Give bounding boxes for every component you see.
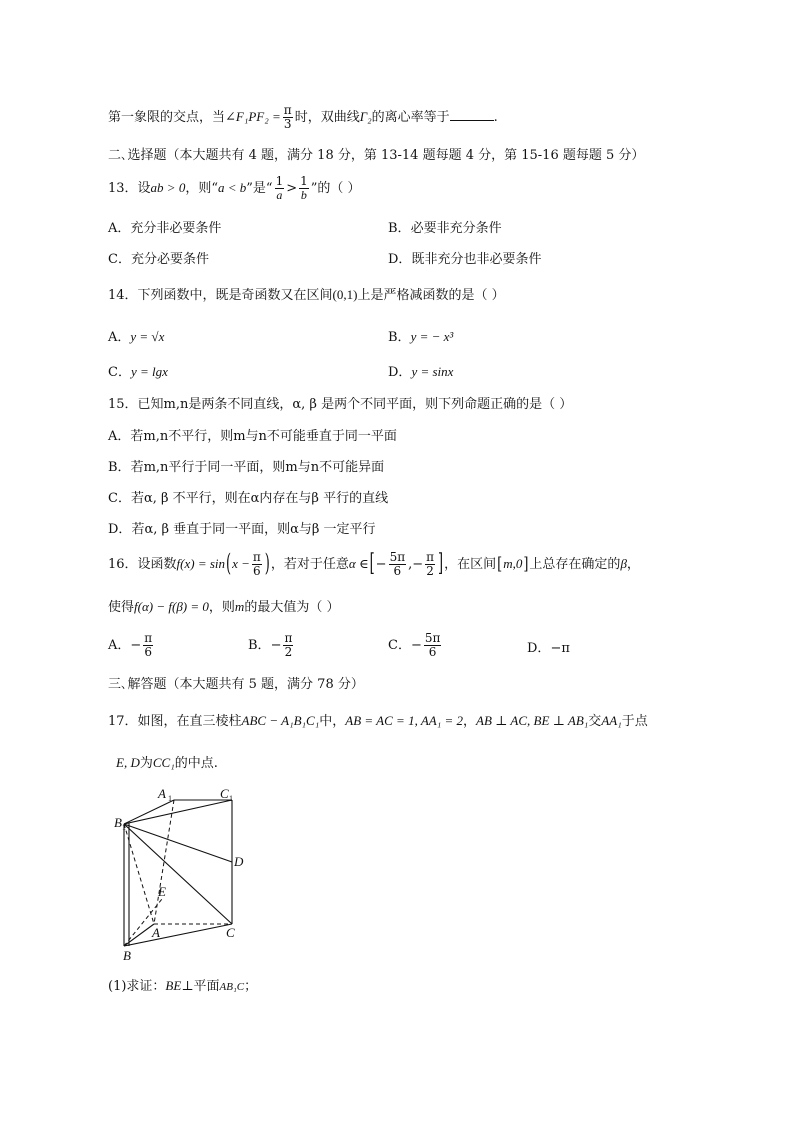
pi-over-6	[252, 551, 262, 578]
option-label: C．	[108, 365, 131, 380]
q17-cond2: AB ⊥ AC, BE ⊥ AB₁	[476, 713, 589, 728]
q17-stem-line1	[108, 710, 648, 729]
q17-part1-text: (1)求证：	[108, 979, 166, 994]
edge-b1a1	[124, 800, 174, 824]
frac-den: 3	[283, 117, 292, 131]
frac-num: π	[144, 631, 153, 645]
option-label: D．	[108, 522, 132, 537]
beta-symbol: β	[620, 556, 627, 571]
option-frac	[143, 632, 153, 659]
q14-option-b[interactable]	[388, 326, 453, 345]
left-bracket: [	[369, 550, 375, 579]
frac-den: 2	[284, 645, 293, 659]
m-var: m	[234, 599, 245, 614]
neg-sign: −	[130, 638, 142, 653]
q14-option-d[interactable]	[388, 361, 453, 380]
q13-text: ”的（ ）	[310, 181, 361, 196]
section-2-title: 二､选择题（本大题共有 4 题，满分 18 分，第 13-14 题每题 4 分，第 15-16 题每题 5 分）	[108, 148, 645, 163]
q17-prism: ABC − A₁B₁C₁	[241, 713, 320, 728]
left-paren: (	[226, 550, 232, 579]
q17-be: BE	[165, 978, 182, 993]
q17-stem-line2	[116, 752, 218, 771]
option-label: A．	[108, 429, 131, 444]
prism-figure	[108, 780, 258, 970]
label-d: D	[234, 854, 244, 869]
right-bracket: ]	[438, 550, 444, 579]
q17-plane: AB₁C	[219, 981, 245, 993]
label-a1: A	[158, 786, 166, 801]
one-over-b	[299, 175, 309, 202]
q17-text: 中，	[319, 714, 346, 729]
q13-stem	[108, 175, 361, 202]
right-bracket: ]	[523, 554, 529, 575]
frac-den: 6	[253, 564, 261, 578]
q14-interval: (0,1)	[332, 287, 358, 302]
neg-sign: −	[270, 638, 282, 653]
q14-text: 14．下列函数中，既是奇函数又在区间	[108, 288, 333, 303]
q16-m0: m,0	[503, 556, 523, 571]
option-label: B．	[108, 460, 131, 475]
option-label: B．	[248, 638, 271, 653]
q13-text: ”是“	[246, 181, 273, 196]
q16-stem-line1	[108, 551, 640, 578]
option-expr: y = √x	[130, 329, 165, 344]
q17-text: 为	[139, 756, 153, 771]
intro-text: 时，双曲线	[294, 110, 360, 125]
five-pi-over-6	[389, 551, 407, 578]
q16-option-d[interactable]	[527, 637, 570, 656]
q16-option-c[interactable]	[388, 632, 443, 659]
q15-option-c[interactable]	[108, 487, 388, 506]
option-expr: y = lgx	[130, 364, 168, 379]
option-label: B．	[388, 330, 411, 345]
frac-num: 1	[300, 174, 308, 188]
q15-option-a[interactable]	[108, 425, 397, 444]
label-b1-sub: 1	[122, 823, 126, 832]
label-a: A	[152, 925, 160, 940]
option-label: C．	[388, 638, 411, 653]
frac-den: b	[300, 188, 307, 202]
q17-cc1: CC₁	[152, 755, 175, 770]
q13-cond: ab > 0	[150, 180, 186, 195]
option-text: 充分必要条件	[130, 252, 209, 267]
label-a1-sub: 1	[168, 794, 172, 803]
intro-line	[108, 104, 498, 131]
q13-option-d[interactable]	[388, 248, 541, 267]
label-b: B	[123, 948, 131, 963]
edge-b1d	[124, 824, 232, 862]
q16-fx: f(x) = sin	[176, 556, 226, 571]
option-text: 若m,n平行于同一平面，则m与n不可能异面	[130, 460, 385, 475]
intro-end: .	[493, 110, 498, 125]
q14-option-c[interactable]	[108, 361, 168, 380]
label-c: C	[226, 925, 235, 940]
option-label: D．	[388, 252, 412, 267]
intro-text: 的离心率等于	[371, 110, 450, 125]
comma-neg: ,−	[408, 557, 424, 572]
option-label: B．	[388, 221, 411, 236]
q13-option-b[interactable]	[388, 217, 502, 236]
answer-blank[interactable]	[450, 109, 494, 121]
option-label: A．	[108, 638, 131, 653]
option-text: 必要非充分条件	[410, 221, 502, 236]
edge-bc	[124, 924, 232, 946]
q16-text: 使得	[108, 600, 135, 615]
option-text: 若α, β 不平行，则在α内存在与β 平行的直线	[130, 491, 389, 506]
option-expr: y = sinx	[411, 364, 454, 379]
edge-b1c	[124, 824, 232, 924]
gt-sign: >	[286, 181, 298, 196]
q17-part1-text: ；	[244, 979, 258, 994]
q13-text: ，则“	[185, 181, 218, 196]
option-frac	[424, 632, 442, 659]
q16-arg: x −	[232, 556, 250, 571]
q15-option-b[interactable]	[108, 456, 384, 475]
option-text: 若α, β 垂直于同一平面，则α与β 一定平行	[131, 522, 376, 537]
pi-over-2	[425, 551, 435, 578]
frac-den: 6	[144, 645, 153, 659]
q13-num: 13．设	[108, 181, 151, 196]
q14-stem	[108, 284, 505, 303]
option-label: D．	[527, 641, 551, 656]
section-3-title: 三､解答题（本大题共有 5 题，满分 78 分）	[108, 677, 364, 692]
one-over-a	[275, 175, 285, 202]
frac-num: 5π	[389, 550, 406, 564]
option-label: C．	[108, 252, 131, 267]
frac-num: π	[252, 550, 261, 564]
label-b1: B	[114, 815, 122, 830]
q17-part1	[108, 975, 257, 994]
q17-aa1: AA₁	[601, 713, 622, 728]
option-text: 既非充分也非必要条件	[411, 252, 542, 267]
q17-text: 的中点.	[174, 756, 218, 771]
intro-text: 第一象限的交点，当	[108, 110, 226, 125]
option-label: C．	[108, 491, 131, 506]
gamma-symbol: Γ₂	[359, 109, 372, 124]
frac-num: π	[284, 631, 293, 645]
frac-num: π	[426, 550, 435, 564]
frac-num: 5π	[424, 631, 441, 645]
option-label: A．	[108, 221, 131, 236]
neg-sign: −	[410, 638, 422, 653]
q16-text: 16．设函数	[108, 557, 177, 572]
q16-text: 上总存在确定的	[529, 557, 621, 572]
q16-alpha-in: α ∈	[348, 556, 369, 571]
q15-stem: 15．已知m,n是两条不同直线，α, β 是两个不同平面，则下列命题正确的是（ ）	[108, 397, 573, 412]
q17-text: 于点	[621, 714, 648, 729]
option-expr: −π	[550, 641, 570, 656]
option-expr: y = − x³	[410, 329, 454, 344]
neg-sign: −	[375, 557, 387, 572]
q17-ed: E, D	[116, 755, 140, 770]
label-c1-sub: 1	[229, 794, 233, 803]
option-text: 充分非必要条件	[130, 221, 222, 236]
q17-text: ，	[463, 714, 477, 729]
q16-text: 的最大值为（ ）	[244, 600, 340, 615]
q16-text: ，在区间	[444, 557, 497, 572]
q16-text: ，则	[208, 600, 235, 615]
q13-option-c[interactable]	[108, 248, 209, 267]
q16-eq: f(α) − f(β) = 0	[134, 599, 209, 614]
q16-option-b[interactable]	[248, 632, 295, 659]
frac-den: 6	[393, 564, 402, 578]
frac-num: π	[283, 103, 292, 117]
option-frac	[283, 632, 293, 659]
q14-text: 上是严格减函数的是（ ）	[357, 288, 505, 303]
q16-text: ，若对于任意	[270, 557, 349, 572]
q17-part1-text: ⊥平面	[181, 979, 220, 994]
frac-num: 1	[275, 174, 284, 188]
frac-den: a	[276, 188, 283, 202]
q17-cond1: AB = AC = 1, AA₁ = 2	[345, 713, 464, 728]
option-label: D．	[388, 365, 412, 380]
right-paren: )	[264, 550, 270, 579]
q14-option-a[interactable]	[108, 326, 164, 345]
pi-over-3	[283, 104, 293, 131]
q13-option-a[interactable]	[108, 217, 221, 236]
edge-b1c1	[124, 800, 232, 824]
q15-option-d[interactable]	[108, 518, 376, 537]
q16-text: ，	[626, 557, 640, 572]
q16-stem-line2	[108, 596, 339, 615]
frac-den: 2	[426, 564, 434, 578]
q17-text: 17．如图，在直三棱柱	[108, 714, 242, 729]
q17-text: 交	[588, 714, 602, 729]
option-label: A．	[108, 330, 131, 345]
label-e: E	[158, 884, 166, 899]
option-text: 若m,n不平行，则m与n不可能垂直于同一平面	[130, 429, 397, 444]
label-c1: C	[220, 786, 229, 801]
q13-expr: a < b	[217, 180, 247, 195]
frac-den: 6	[428, 645, 437, 659]
q16-option-a[interactable]	[108, 632, 155, 659]
left-bracket: [	[497, 554, 503, 575]
angle-expr: ∠F₁PF₂ =	[225, 109, 281, 124]
